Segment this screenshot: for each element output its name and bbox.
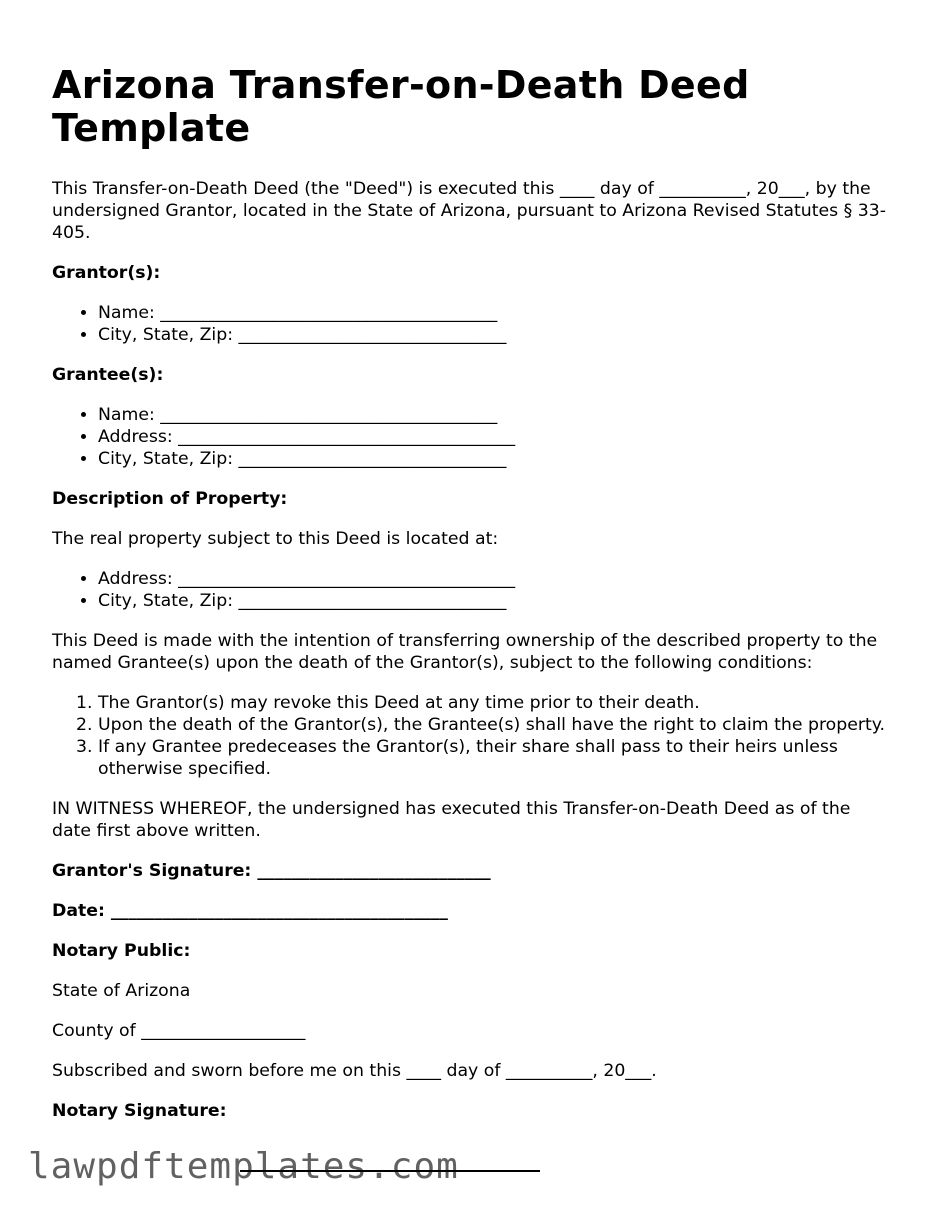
notary-signature-label: Notary Signature: (52, 1101, 227, 1121)
conditions-list (52, 692, 888, 780)
condition-item: 2. Upon the death of the Grantor(s), the Grantee(s) shall have the right to claim the property. (98, 714, 888, 736)
notary-county: County of ___________________ (52, 1021, 306, 1041)
notary-sworn: Subscribed and sworn before me on this ____ day of __________, 20___. (52, 1061, 657, 1081)
intention-paragraph: This Deed is made with the intention of transferring ownership of the described property to the named Grantee(s) upon the death of the Grantor(s), subject to the following conditions: (52, 631, 878, 673)
property-text: The real property subject to this Deed is located at: (52, 529, 499, 549)
grantee-city-item: • City, State, Zip: _______________________________ (98, 448, 888, 470)
witness-paragraph: IN WITNESS WHEREOF, the undersigned has executed this Transfer-on-Death Deed as of the date first above written. (52, 799, 851, 841)
property-list (52, 568, 888, 612)
notary-state: State of Arizona (52, 981, 191, 1001)
grantor-signature-line: Grantor's Signature: ___________________________ (52, 861, 491, 881)
grantee-name-item: • Name: _______________________________________ (98, 404, 888, 426)
grantee-address-item: • Address: _______________________________________ (98, 426, 888, 448)
grantee-list (52, 404, 888, 470)
document-page (52, 64, 888, 1140)
date-line: Date: _______________________________________ (52, 901, 448, 921)
grantor-list (52, 302, 888, 346)
condition-item: 3. If any Grantee predeceases the Grantor(s), their share shall pass to their heirs unless otherwise specified. (98, 736, 888, 780)
watermark: lawpdftemplates.com (28, 1146, 459, 1187)
property-city-item: • City, State, Zip: _______________________________ (98, 590, 888, 612)
grantee-heading: Grantee(s): (52, 365, 164, 385)
intro-paragraph: This Transfer-on-Death Deed (the "Deed") is executed this ____ day of __________, 20___, by the undersigned Grantor, located in the State of Arizona, pursuant to Arizona Revised Statutes § 33-405. (52, 179, 886, 243)
grantor-name-item: • Name: _______________________________________ (98, 302, 888, 324)
property-heading: Description of Property: (52, 489, 288, 509)
property-address-item: • Address: _______________________________________ (98, 568, 888, 590)
condition-item: 1. The Grantor(s) may revoke this Deed at any time prior to their death. (98, 692, 888, 714)
notary-heading: Notary Public: (52, 941, 191, 961)
grantor-city-item: • City, State, Zip: _______________________________ (98, 324, 888, 346)
document-title: Arizona Transfer-on-Death Deed Template (52, 63, 750, 150)
grantor-heading: Grantor(s): (52, 263, 161, 283)
